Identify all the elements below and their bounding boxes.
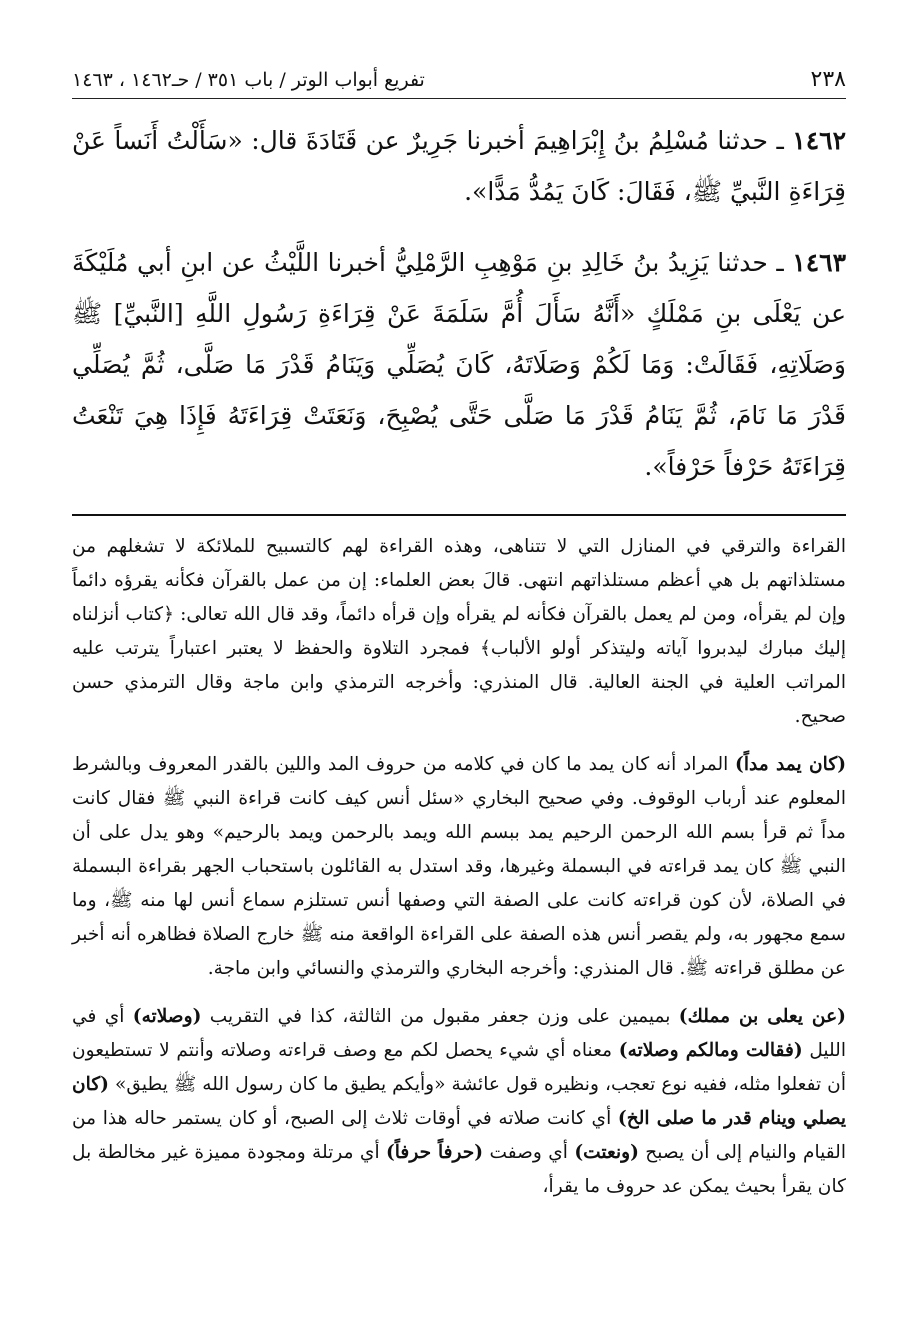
commentary-lemma: (حرفاً حرفاً) bbox=[385, 1142, 484, 1163]
commentary-lemma: (كان يمد مداً) bbox=[735, 754, 846, 775]
commentary-text: بميمين على وزن جعفر مقبول من الثالثة، كذا في التقريب bbox=[201, 1006, 679, 1027]
hadith-1462 bbox=[72, 115, 846, 217]
commentary-text: أي مرتلة ومجودة مميزة غير مخالطة بل كان يقرأ بحيث يمكن عد حروف ما يقرأ، bbox=[72, 1142, 846, 1197]
commentary-paragraph bbox=[72, 1000, 846, 1204]
commentary-text: أي وصفت bbox=[483, 1142, 575, 1163]
commentary-text: أي في الليل bbox=[72, 1006, 847, 1061]
commentary-paragraph bbox=[72, 748, 846, 986]
hadith-text: ـ حدثنا يَزِيدُ بنُ خَالِدِ بنِ مَوْهِبِ الرَّمْلِيُّ أخبرنا اللَّيْثُ عن ابنِ أبي مُلَيْكَةَ عن يَعْلَى بنِ مَمْلَكٍ «أَنَّهُ سَأَلَ أُمَّ سَلَمَةَ عَنْ قِرَاءَةِ رَسُولِ اللَّهِ [النَّبيِّ] ﷺ وَصَلَاتِهِ، فَقَالَتْ: وَمَا لَكُمْ وَصَلَاتَهُ، كَانَ يُصَلِّي وَيَنَامُ قَدْرَ مَا صَلَّى، ثُمَّ يُصَلِّي قَدْرَ مَا نَامَ، ثُمَّ يَنَامُ قَدْرَ مَا صَلَّى حَتَّى يُصْبِحَ، وَنَعَتَتْ قِرَاءَتَهُ فَإِذَا هِيَ تَنْعَتُ قِرَاءَتَهُ حَرْفاً حَرْفاً». bbox=[72, 248, 846, 481]
book-page bbox=[72, 58, 846, 1318]
running-head bbox=[72, 58, 846, 99]
hadith-number: ١٤٦٣ bbox=[792, 248, 846, 277]
commentary-text: معناه أي شيء يحصل لكم مع وصف قراءته وصلاته وأنتم لا تستطيعون أن تفعلوا مثله، ففيه نوع تعجب، ونظيره قول عائشة «وأيكم يطيق ما كان رسول الله ﷺ يطيق» bbox=[72, 1040, 846, 1095]
section-divider bbox=[72, 514, 846, 516]
hadith-text: ـ حدثنا مُسْلِمُ بنُ إِبْرَاهِيمَ أخبرنا جَرِيرٌ عن قَتَادَةَ قال: «سَأَلْتُ أَنَساً عَنْ قِرَاءَةِ النَّبيِّ ﷺ، فَقَالَ: كَانَ يَمُدُّ مَدًّا». bbox=[72, 126, 846, 206]
commentary-lemma: (ونعتت) bbox=[574, 1142, 639, 1163]
page-number: ٢٣٨ bbox=[810, 67, 846, 92]
commentary-text: أي كانت صلاته في أوقات ثلاث إلى الصبح، أو كان يستمر حاله هذا من القيام والنيام إلى أن يصبح bbox=[72, 1108, 846, 1163]
commentary-paragraph: القراءة والترقي في المنازل التي لا تتناهى، وهذه القراءة لهم كالتسبيح للملائكة لا تشغلهم من مستلذاتهم بل هي أعظم مستلذاتهم انتهى. قالَ بعض العلماء: إن من عمل بالقرآن فكأنه يقرؤه دائماً وإن لم يقرأه، ومن لم يعمل بالقرآن فكأنه لم يقرأه وإن قرأه دائماً، وقد قال الله تعالى: ﴿كتاب أنزلناه إليك مبارك ليدبروا آياته وليتذكر أولو الألباب﴾ فمجرد التلاوة والحفظ لا يعتبر اعتباراً يترتب عليه المراتب العلية في الجنة العالية. قال المنذري: وأخرجه الترمذي وابن ماجة وقال الترمذي حسن صحيح. bbox=[72, 536, 846, 727]
commentary-text: المراد أنه كان يمد ما كان في كلامه من حروف المد واللين بالقدر المعروف وبالشرط المعلوم عند أرباب الوقوف. وفي صحيح البخاري «سئل أنس كيف كانت قراءة النبي ﷺ فقال كانت مداً ثم قرأ بسم الله الرحمن الرحيم يمد ببسم الله ويمد بالرحمن ويمد بالرحيم» وهو يدل على أن النبي ﷺ كان يمد قراءته في البسملة وغيرها، وقد استدل به القائلون باستحباب الجهر بقراءة البسملة في الصلاة، لأن كون قراءته كانت على الصفة التي وصفها أنس تستلزم سماع أنس لها منه ﷺ، وما سمع مجهور به، ولم يقصر أنس هذه الصفة على القراءة الواقعة منه ﷺ خارج الصلاة فظاهره أنه أخبر عن مطلق قراءته ﷺ. قال المنذري: وأخرجه البخاري والترمذي والنسائي وابن ماجة. bbox=[72, 754, 846, 979]
running-title: تفريع أبواب الوتر / باب ٣٥١ / حـ١٤٦٢ ، ١٤٦٣ bbox=[72, 69, 425, 91]
hadith-number: ١٤٦٢ bbox=[792, 126, 846, 155]
commentary-lemma: (كان يصلي وينام قدر ما صلى الخ) bbox=[72, 1074, 846, 1129]
commentary-lemma: (وصلاته) bbox=[132, 1006, 202, 1027]
hadith-1463 bbox=[72, 237, 846, 492]
commentary-lemma: (فقالت ومالكم وصلاته) bbox=[618, 1040, 803, 1061]
commentary-lemma: (عن يعلى بن مملك) bbox=[678, 1006, 846, 1027]
